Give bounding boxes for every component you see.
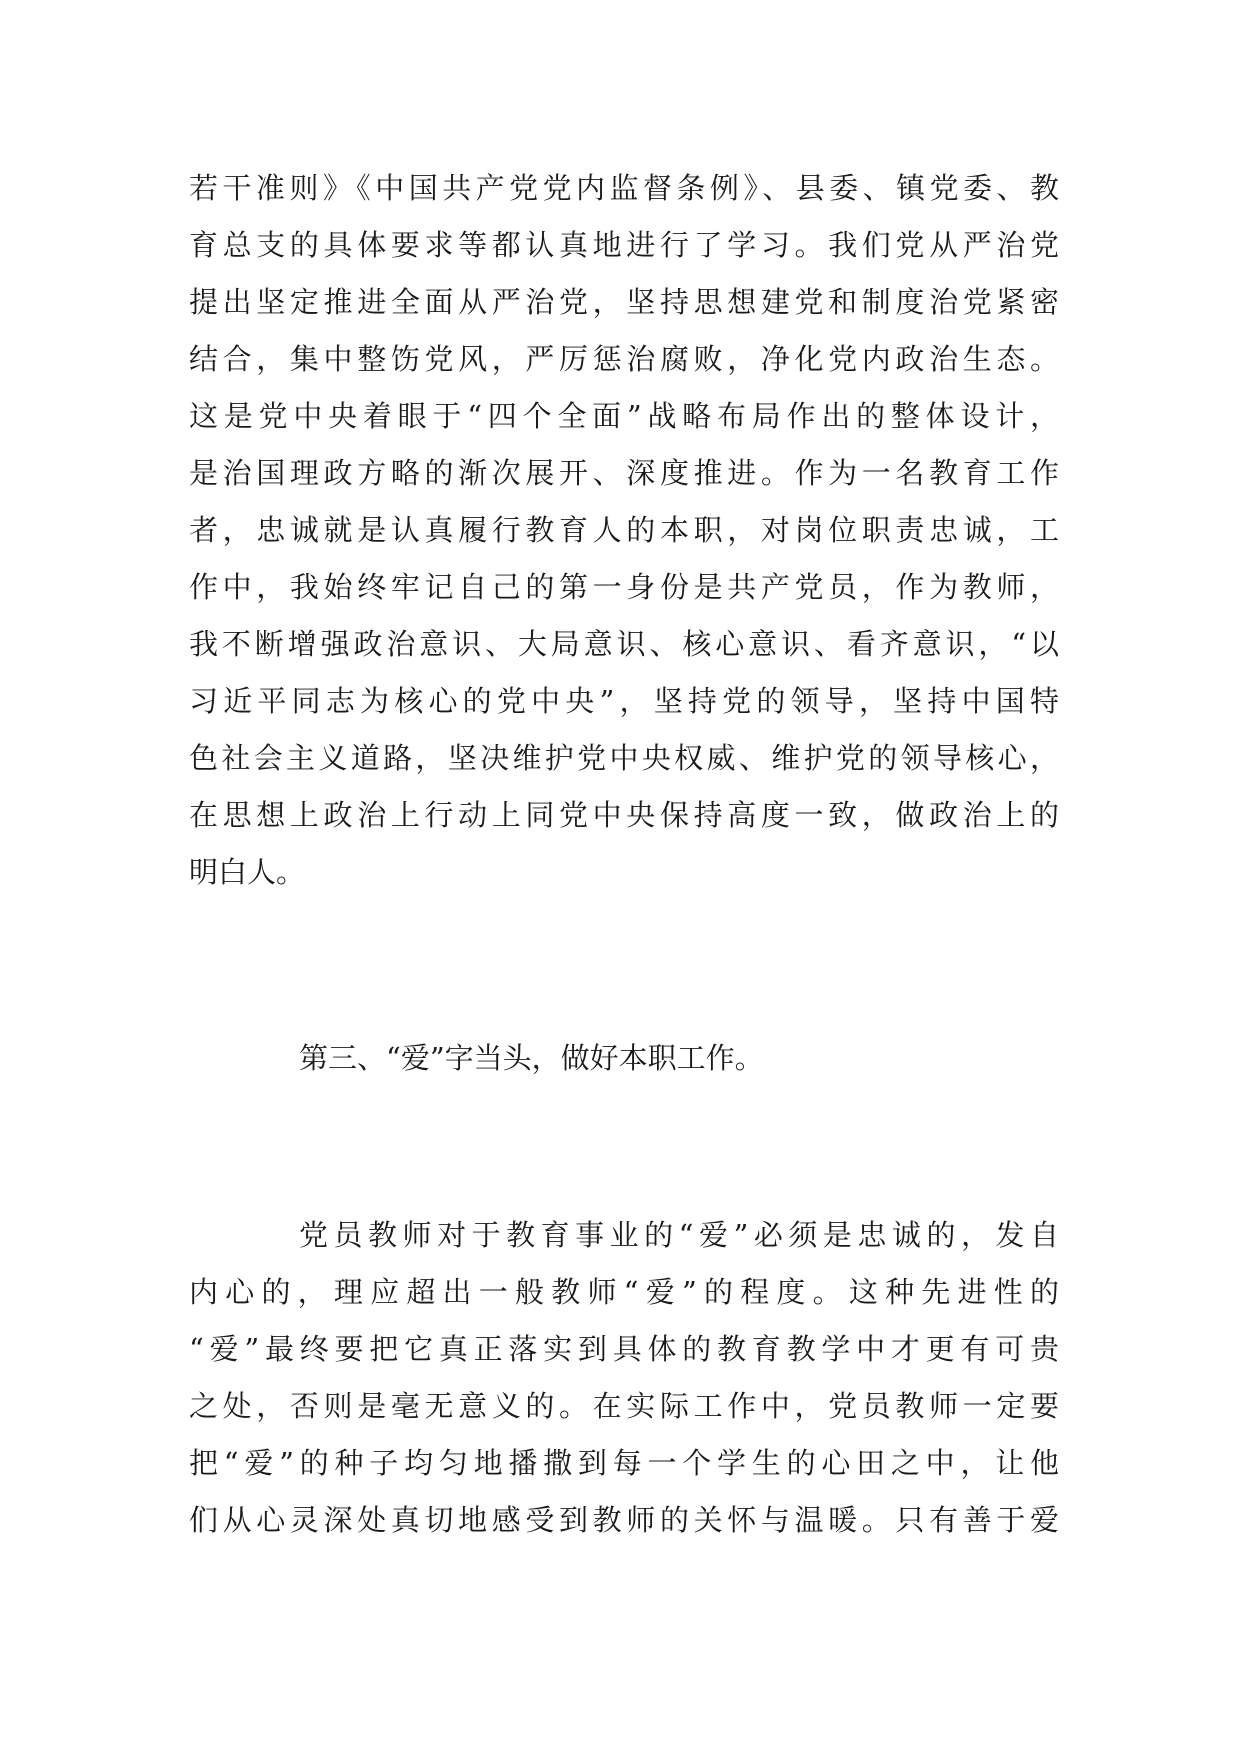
text-line: 习近平同志为核心的党中央”，坚持党的领导，坚持中国特	[189, 684, 1059, 718]
section-heading	[189, 1030, 1059, 1087]
text-line: 把“爱”的种子均匀地播撒到每一个学生的心田之中，让他	[189, 1446, 1059, 1480]
text-line: 是治国理政方略的渐次展开、深度推进。作为一名教育工作	[189, 456, 1059, 490]
text-line: 提出坚定推进全面从严治党，坚持思想建党和制度治党紧密	[189, 285, 1059, 319]
text-line: 者，忠诚就是认真履行教育人的本职，对岗位职责忠诚，工	[189, 513, 1059, 547]
text-line: 内心的，理应超出一般教师“爱”的程度。这种先进性的	[189, 1275, 1059, 1309]
text-line: 们从心灵深处真切地感受到教师的关怀与温暖。只有善于爱	[189, 1503, 1059, 1537]
text-line: 作中，我始终牢记自己的第一身份是共产党员，作为教师，	[189, 570, 1059, 604]
text-line: 党员教师对于教育事业的“爱”必须是忠诚的，发自	[299, 1218, 1059, 1252]
paragraph-party-discipline	[189, 160, 1059, 901]
text-line: 这是党中央着眼于“四个全面”战略布局作出的整体设计，	[189, 399, 1059, 433]
paragraph-teacher-love	[189, 1207, 1059, 1549]
text-line: 育总支的具体要求等都认真地进行了学习。我们党从严治党	[189, 228, 1059, 262]
heading-text: 第三、“爱”字当头，做好本职工作。	[299, 1041, 764, 1075]
text-line: 我不断增强政治意识、大局意识、核心意识、看齐意识，“以	[189, 627, 1059, 661]
text-line: 色社会主义道路，坚决维护党中央权威、维护党的领导核心，	[189, 741, 1059, 775]
text-line: “爱”最终要把它真正落实到具体的教育教学中才更有可贵	[189, 1332, 1059, 1366]
text-line: 明白人。	[189, 855, 306, 889]
text-line: 之处，否则是毫无意义的。在实际工作中，党员教师一定要	[189, 1389, 1059, 1423]
text-line: 在思想上政治上行动上同党中央保持高度一致，做政治上的	[189, 798, 1059, 832]
text-line: 若干准则》《中国共产党党内监督条例》、县委、镇党委、教	[189, 171, 1059, 205]
text-line: 结合，集中整饬党风，严厉惩治腐败，净化党内政治生态。	[189, 342, 1059, 376]
